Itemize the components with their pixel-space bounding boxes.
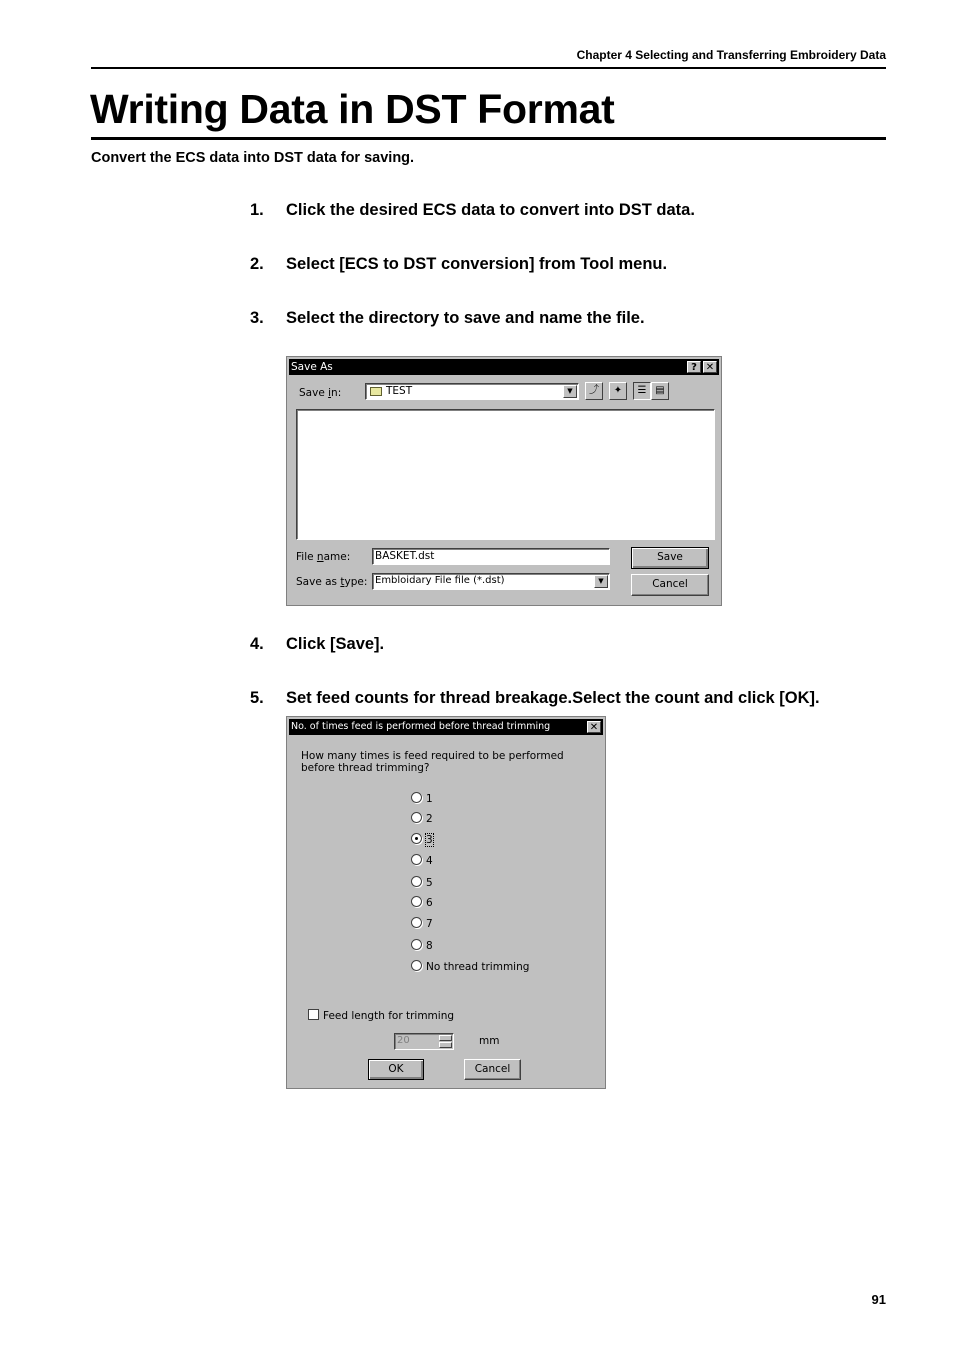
radio-selected-icon xyxy=(411,833,422,844)
feed-length-value: 20 xyxy=(397,1035,410,1046)
option-label: 2 xyxy=(426,813,433,825)
unit-label: mm xyxy=(479,1035,500,1047)
radio-icon xyxy=(411,812,422,823)
close-button[interactable]: ✕ xyxy=(587,721,601,733)
save-as-type-label: Save as type: xyxy=(296,576,368,588)
dialog-title: Save As xyxy=(291,361,333,373)
save-in-value: TEST xyxy=(386,385,413,397)
save-as-titlebar xyxy=(289,359,719,375)
close-button[interactable]: ✕ xyxy=(703,361,717,373)
radio-option-no-trimming[interactable] xyxy=(411,960,529,974)
save-in-dropdown[interactable] xyxy=(365,383,579,400)
feed-dialog-titlebar xyxy=(289,719,603,735)
save-as-type-dropdown[interactable] xyxy=(372,573,610,590)
radio-icon xyxy=(411,939,422,950)
step-3 xyxy=(250,309,645,328)
option-label: 3 xyxy=(426,834,433,846)
step-text: Click [Save]. xyxy=(286,635,385,653)
option-label: 5 xyxy=(426,877,433,889)
title-rule xyxy=(91,137,886,140)
cancel-button[interactable]: Cancel xyxy=(464,1059,521,1080)
cancel-button[interactable]: Cancel xyxy=(631,574,709,596)
radio-icon xyxy=(411,896,422,907)
radio-option-3[interactable] xyxy=(411,833,433,847)
option-label: 7 xyxy=(426,918,433,930)
step-2 xyxy=(250,255,667,274)
ok-button[interactable]: OK xyxy=(368,1059,424,1080)
step-number: 2. xyxy=(250,255,264,273)
radio-icon xyxy=(411,960,422,971)
save-in-label: Save in: xyxy=(299,387,342,399)
radio-option-1[interactable] xyxy=(411,792,433,806)
option-label: No thread trimming xyxy=(426,961,530,973)
file-name-label: File name: xyxy=(296,551,351,563)
option-label: 4 xyxy=(426,855,433,867)
step-text: Set feed counts for thread breakage.Select the count and click [OK]. xyxy=(286,689,820,707)
step-text: Select the directory to save and name the file. xyxy=(286,309,645,327)
checkbox-label: Feed length for trimming xyxy=(323,1010,455,1022)
step-text: Select [ECS to DST conversion] from Tool menu. xyxy=(286,255,668,273)
step-number: 4. xyxy=(250,635,264,653)
radio-option-6[interactable] xyxy=(411,896,433,910)
radio-option-2[interactable] xyxy=(411,812,433,826)
radio-icon xyxy=(411,854,422,865)
save-as-type-value: Embloidary File file (*.dst) xyxy=(375,575,505,586)
step-text: Click the desired ECS data to convert into DST data. xyxy=(286,201,695,219)
up-folder-icon[interactable]: ⤴ xyxy=(585,382,603,400)
feed-length-spinner xyxy=(394,1033,454,1050)
radio-icon xyxy=(411,792,422,803)
feed-count-dialog xyxy=(286,716,606,1089)
step-5 xyxy=(250,689,820,708)
file-name-input[interactable] xyxy=(372,548,610,565)
step-number: 5. xyxy=(250,689,264,707)
option-label: 8 xyxy=(426,940,433,952)
radio-option-8[interactable] xyxy=(411,939,433,953)
radio-option-5[interactable] xyxy=(411,876,433,890)
file-name-value: BASKET.dst xyxy=(375,550,435,562)
option-label: 1 xyxy=(426,793,433,805)
dialog-title: No. of times feed is performed before thread trimming xyxy=(291,721,551,732)
folder-icon xyxy=(370,387,382,396)
step-4 xyxy=(250,635,384,654)
details-view-icon[interactable]: ▤ xyxy=(651,382,669,400)
new-folder-icon[interactable]: ✦ xyxy=(609,382,627,400)
save-as-dialog xyxy=(286,356,722,606)
chevron-down-icon[interactable]: ▼ xyxy=(563,385,577,398)
step-number: 3. xyxy=(250,309,264,327)
chapter-header: Chapter 4 Selecting and Transferring Embroidery Data xyxy=(576,48,886,62)
list-view-icon[interactable]: ☰ xyxy=(633,382,651,400)
step-1 xyxy=(250,201,695,220)
option-label: 6 xyxy=(426,897,433,909)
step-number: 1. xyxy=(250,201,264,219)
spin-up-icon xyxy=(439,1035,452,1041)
page-number: 91 xyxy=(871,1292,886,1307)
help-button[interactable]: ? xyxy=(687,361,701,373)
header-rule xyxy=(91,67,886,69)
radio-option-7[interactable] xyxy=(411,917,433,931)
spin-down-icon xyxy=(439,1042,452,1048)
page-title: Writing Data in DST Format xyxy=(90,86,615,132)
radio-option-4[interactable] xyxy=(411,854,433,868)
feed-question: How many times is feed required to be performed before thread trimming? xyxy=(301,750,564,774)
save-button[interactable]: Save xyxy=(631,547,709,569)
radio-icon xyxy=(411,876,422,887)
feed-length-checkbox[interactable] xyxy=(308,1009,454,1022)
chevron-down-icon[interactable]: ▼ xyxy=(594,575,608,588)
checkbox-icon xyxy=(308,1009,319,1020)
radio-icon xyxy=(411,917,422,928)
page-subtitle: Convert the ECS data into DST data for saving. xyxy=(91,150,415,166)
file-list-pane[interactable] xyxy=(296,409,715,540)
